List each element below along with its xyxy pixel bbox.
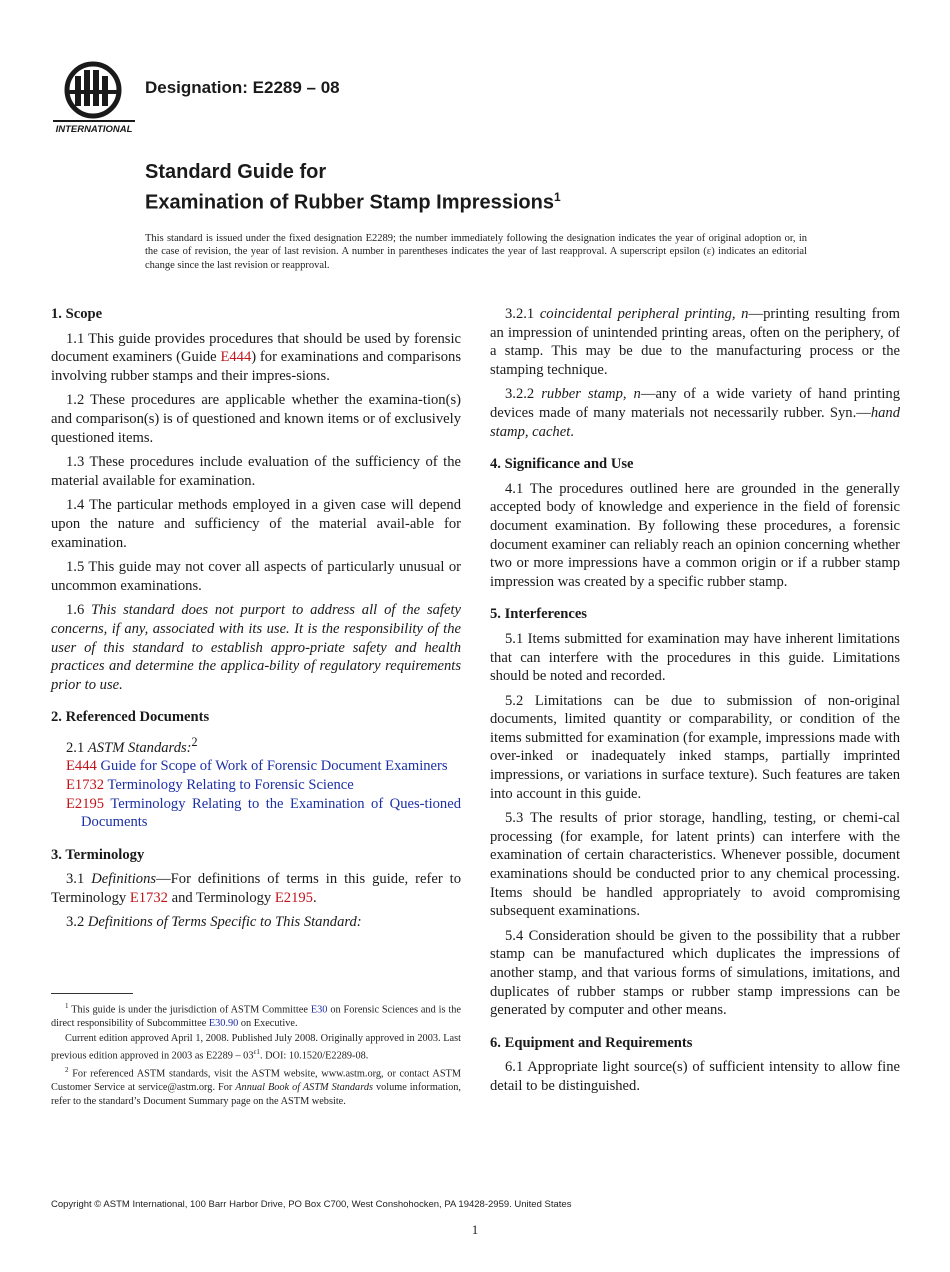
title-block (145, 160, 561, 216)
para-5-1: 5.1 Items submitted for examination may have inherent limitations that can interfere with the procedures in this guide. Limitations should be noted and recorded. (490, 630, 900, 685)
link-e30[interactable]: E30 (310, 1004, 328, 1016)
para-5-4: 5.4 Consideration should be given to the possibility that a rubber stamp can be manufactured which duplicates the impressions of another stamp, and that various forms of simulations, imitations, and duplicates of rubber stamps or rubber stamp impressions can be generated by computer and other means. (490, 927, 900, 1019)
section-heading-interferences: 5. Interferences (490, 606, 587, 623)
para-1-1: 1.1 This guide provides procedures that should be used by forensic document examiners (Guide E444) for examinations and comparisons involving rubber stamps and their impres-sions. (51, 330, 461, 384)
para-1-3: 1.3 These procedures include evaluation of the sufficiency of the material available for examination. (51, 454, 461, 489)
para-3-2: 3.2 Definitions of Terms Specific to This Standard: (66, 914, 362, 931)
para-5-2: 5.2 Limitations can be due to submission of non-original documents, limited quantity or comparability, or condition of the items submitted for examination (for example, impressions made with over-inked or inadequately inked stamps, partially imprinted impressions, or variations in surface texture). Such features are taken into account in this guide. (490, 692, 900, 802)
footnotes (51, 1000, 461, 1110)
para-3-2-1: 3.2.1 coincidental peripheral printing, n—printing resulting from an impression of unintended printing areas, often on the periphery, of a stamp. This may be due to the manufacturing process or the stamping technique. (490, 306, 900, 378)
designation: Designation: E2289 – 08 (145, 78, 340, 97)
para-1-2: 1.2 These procedures are applicable whether the examina-tion(s) and comparison(s) is of questioned and known items or of exclusively questioned items. (51, 392, 461, 446)
logo-wordmark: INTERNATIONAL (55, 124, 133, 134)
section-heading-referenced-documents: 2. Referenced Documents (51, 709, 210, 726)
page-number: 1 (471, 1222, 479, 1237)
para-1-4: 1.4 The particular methods employed in a given case will depend upon the nature and sufficiency of the material avail-able for examination. (51, 497, 461, 551)
para-1-5: 1.5 This guide may not cover all aspects of particularly unusual or uncommon examinations. (51, 559, 461, 594)
title-line-2 (145, 184, 561, 216)
astm-logo (53, 56, 135, 134)
link-e1732[interactable]: E1732 (129, 889, 168, 906)
para-5-3: 5.3 The results of prior storage, handling, testing, or chemi-cal processing (for example, for latent prints) can interfere with the examination of certain characteristics. Whenever possible, document examinations should be conducted prior to any chemical processing. Items should be handled appropriately to avoid compromising subsequent examinations. (490, 810, 900, 920)
section-heading-significance: 4. Significance and Use (490, 456, 634, 473)
reference-item[interactable]: E444 Guide for Scope of Work of Forensic Document Examiners (66, 758, 448, 775)
para-3-1: 3.1 Definitions—For definitions of terms in this guide, refer to Terminology E1732 and Terminology E2195. (51, 871, 462, 906)
para-6-1: 6.1 Appropriate light source(s) of sufficient intensity to allow fine detail to be distinguished. (490, 1059, 900, 1094)
section-heading-equipment: 6. Equipment and Requirements (490, 1034, 693, 1051)
link-e2195[interactable]: E2195 (274, 889, 313, 906)
left-column (51, 305, 461, 938)
link-e30-90[interactable]: E30.90 (208, 1017, 239, 1029)
para-3-2-2: 3.2.2 rubber stamp, n—any of a wide variety of hand printing devices made of many materials not necessarily rubber. Syn.—hand stamp, cachet. (490, 386, 900, 440)
para-1-6: 1.6 This standard does not purport to address all of the safety concerns, if any, associated with its use. It is the responsibility of the user of this standard to establish appro-priate safety and health practices and determine the applica-bility of regulatory requirements prior to use. (51, 602, 461, 693)
right-column (490, 305, 900, 1102)
reference-item[interactable]: E1732 Terminology Relating to Forensic Science (66, 776, 354, 793)
reference-item[interactable]: E2195 Terminology Relating to the Examination of Ques-tioned Documents (66, 795, 461, 831)
section-heading-terminology: 3. Terminology (51, 846, 145, 863)
footnote-1: $^1$ This guide is under the jurisdiction of ASTM Committee E30 on Forensic Sciences and is the direct responsibility of Subcommittee E30.90 on Executive. (51, 1002, 462, 1029)
section-heading-scope: 1. Scope (51, 306, 103, 322)
copyright-notice: Copyright © ASTM International, 100 Barr Harbor Drive, PO Box C700, West Conshohocken, PA 19428-2959. United States (51, 1199, 572, 1210)
issuance-notice: This standard is issued under the fixed designation E2289; the number immediately following the designation indicates the year of original adoption or, in the case of revision, the year of last revision. A number in parentheses indicates the year of last reapproval. A superscript epsilon (ε) indicates an editorial change since the last revision or reapproval. (145, 233, 807, 271)
para-4-1: 4.1 The procedures outlined here are grounded in the generally accepted body of knowledge and experience in the field of forensic document examination. By following these procedures, a forensic document examiner can reliably reach an opinion concerning whether two or more impressions have a common origin or if a rubber stamp impression was created by a specific rubber stamp. (490, 480, 900, 590)
title-text: Examination of Rubber Stamp Impressions (145, 191, 554, 214)
footnote-divider (51, 993, 133, 994)
title-footnote-mark: 1 (553, 190, 561, 204)
link-e444[interactable]: E444 (220, 349, 252, 366)
para-2-1: 2.1 ASTM Standards:$^2$ (66, 734, 198, 756)
footnote-2: $^2$ For referenced ASTM standards, visit the ASTM website, www.astm.org, or contact ASTM Customer Service at service@astm.org. For Annual Book of ASTM Standards volume information, refer to the standard’s Document Summary page on the ASTM website. (51, 1066, 462, 1107)
title-line-1: Standard Guide for (145, 161, 327, 183)
footnote-1-edition: Current edition approved April 1, 2008. Published July 2008. Originally approved in 2003. Last previous edition approved in 2003 as $E2289 - 03^{\varepsilon 1}$. DOI: 10.1520/E2289-08. (51, 1033, 461, 1062)
